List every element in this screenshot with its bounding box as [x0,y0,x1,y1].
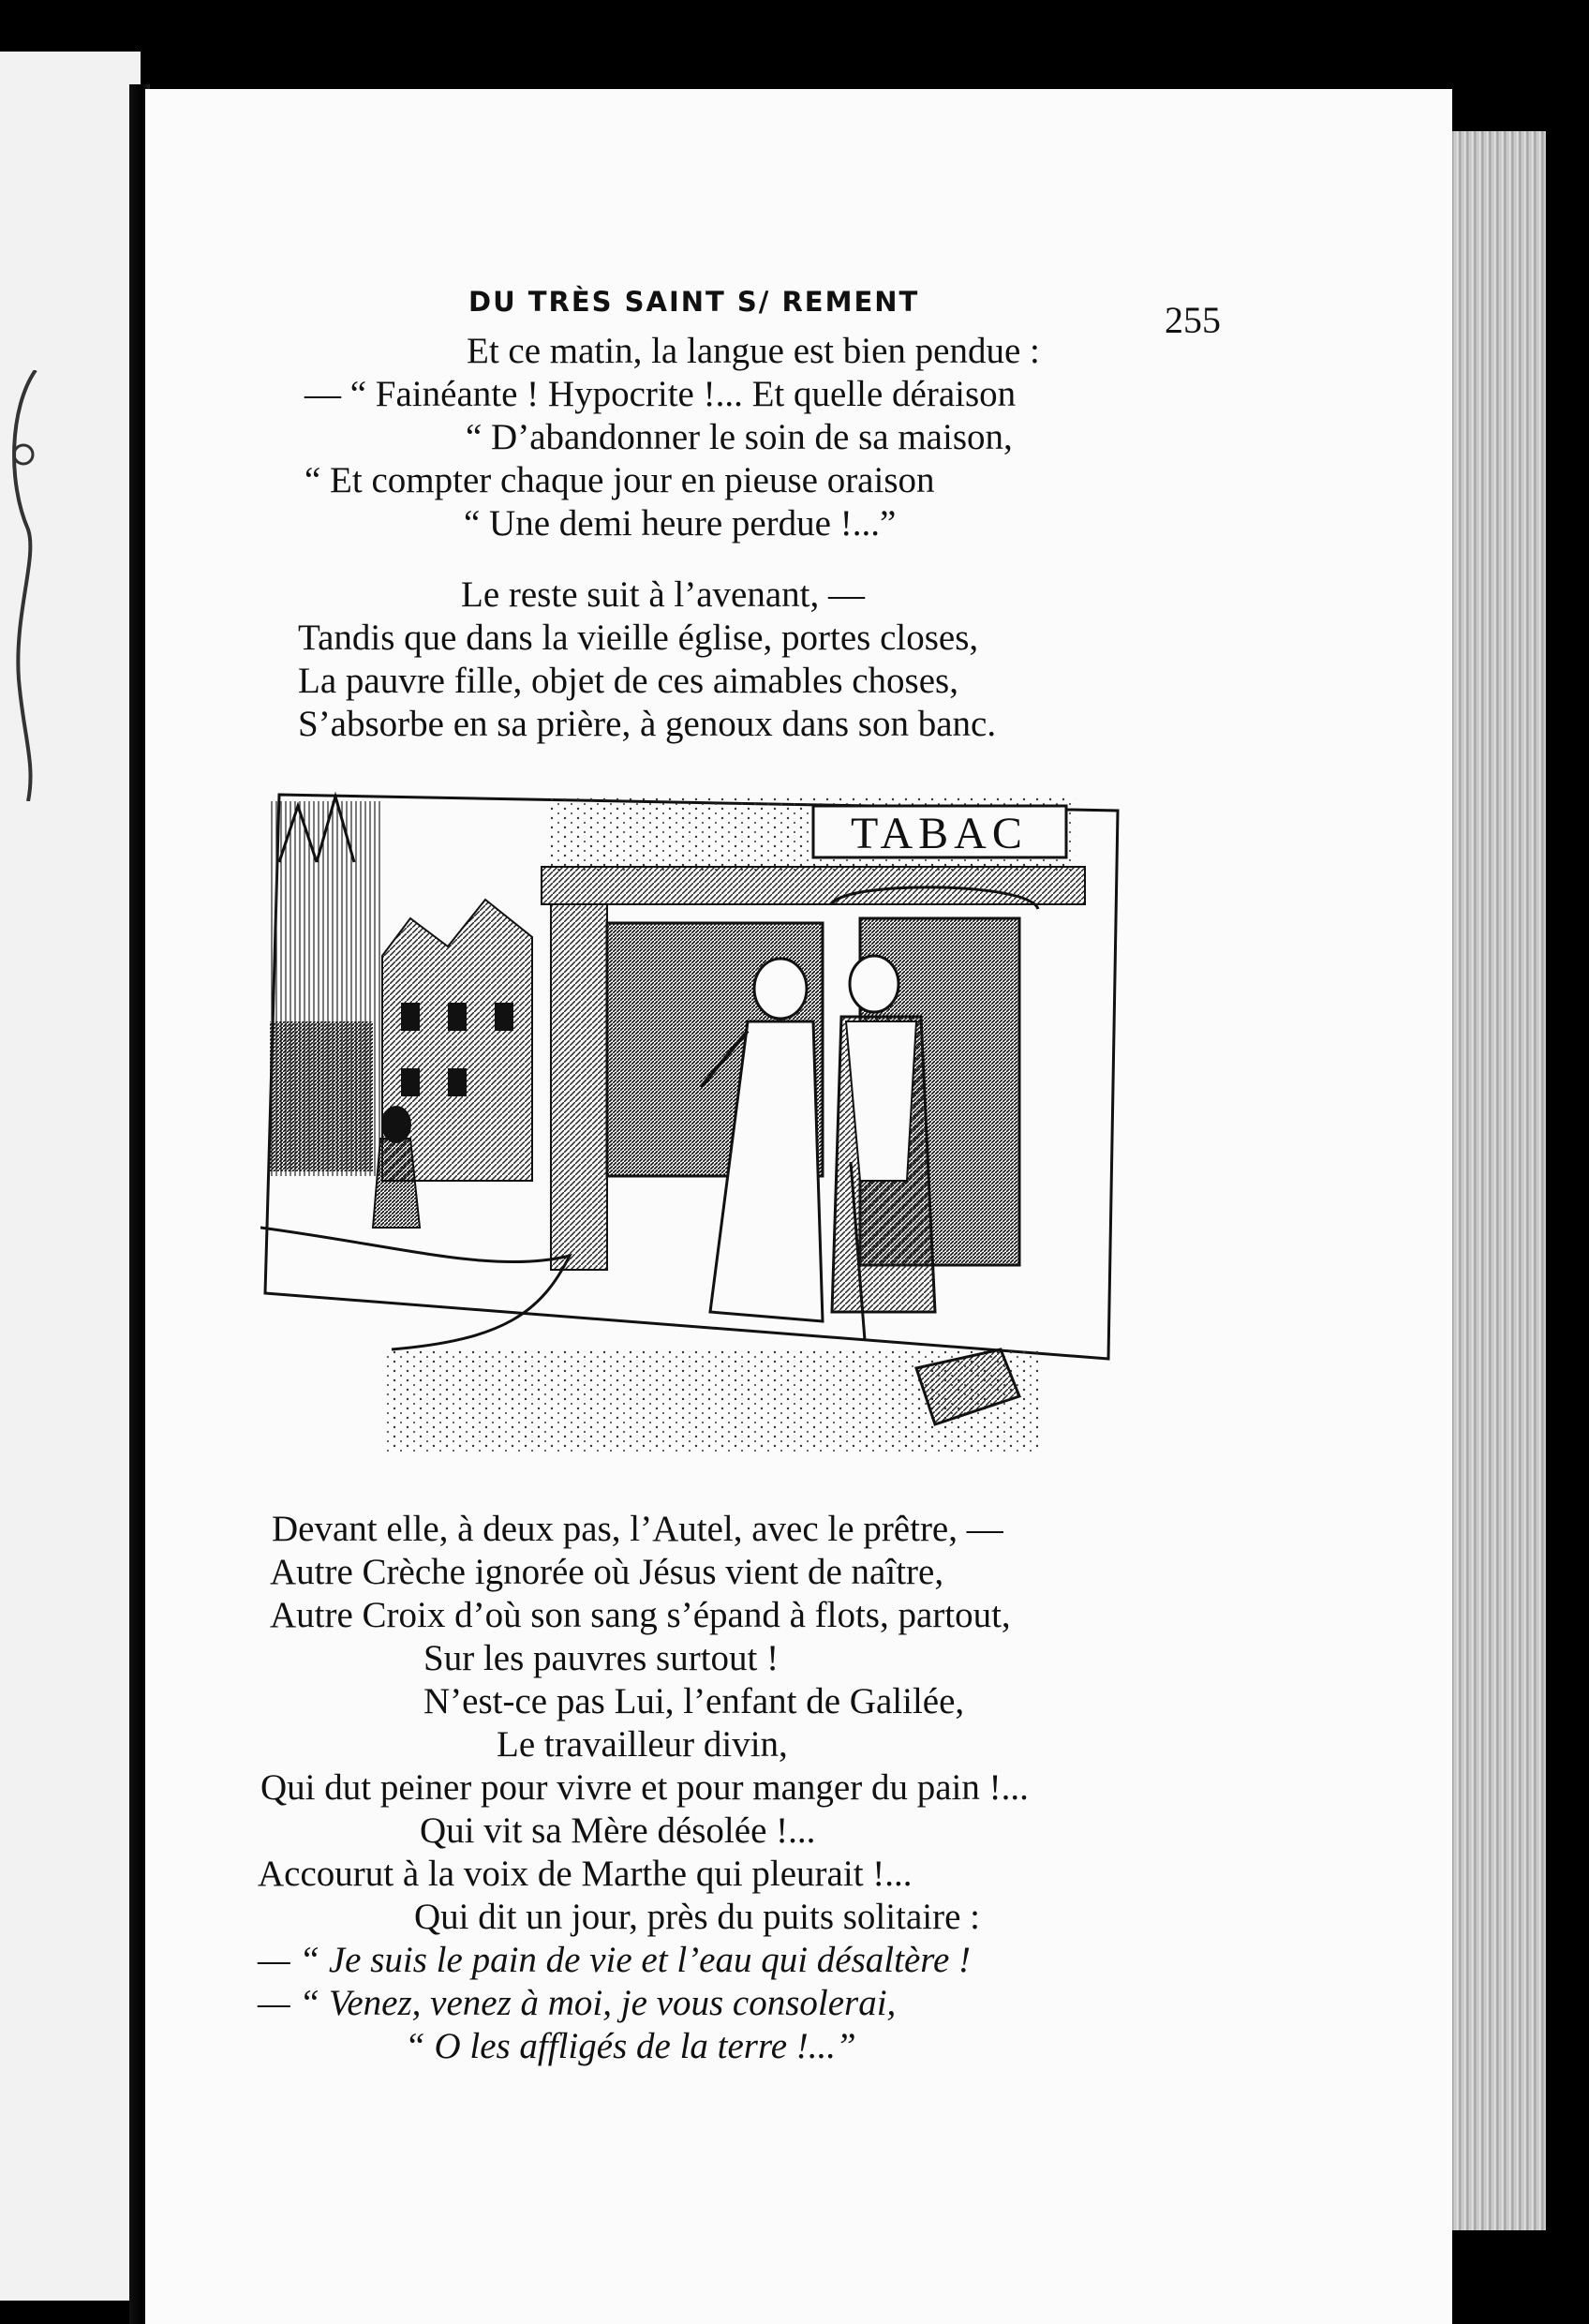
verse-line: Et ce matin, la langue est bien pendue : [467,331,1040,371]
verse-line: Sur les pauvres surtout ! [423,1638,780,1678]
verse-line: Qui vit sa Mère désolée !... [420,1810,816,1851]
tabac-sign: TABAC [851,809,1028,858]
cathedral-drawing [270,797,382,1176]
verse-line: “ O les affligés de la terre !...” [405,2026,856,2066]
verse-line: — “ Venez, venez à moi, je vous consolerai, [258,1983,897,2023]
verse-line: N’est-ce pas Lui, l’enfant de Galilée, [423,1681,965,1721]
verse-line: Autre Croix d’où son sang s’épand à flots, partout, [270,1595,1011,1635]
verse-line: Qui dit un jour, près du puits solitaire : [414,1897,980,1937]
verse-line: Devant elle, à deux pas, l’Autel, avec le prêtre, — [272,1509,1003,1549]
verse-line: Autre Crèche ignorée où Jésus vient de naître, [270,1552,944,1592]
running-title: DU TRÈS SAINT S/ REMENT [468,286,920,318]
engraving-illustration [260,787,1122,1467]
verse-line: Qui dut peiner pour vivre et pour manger du pain !... [260,1767,1029,1808]
verse-line: La pauvre fille, objet de ces aimables choses, [298,661,958,701]
left-page-edge [0,52,141,2301]
verse-line: Le travailleur divin, [497,1724,788,1765]
verse-line: “ Une demi heure perdue !...” [464,503,897,544]
page-number: 255 [1165,299,1221,341]
verse-line: “ Et compter chaque jour en pieuse oraison [304,460,935,500]
verse-line: Tandis que dans la vieille église, portes closes, [298,618,979,658]
left-page-ornament [0,370,37,801]
verse-line: S’absorbe en sa prière, à genoux dans son banc. [298,704,997,744]
page-stack-edges [1448,131,1546,2230]
verse-line: — “ Je suis le pain de vie et l’eau qui désaltère ! [258,1940,972,1980]
street-scene-drawing [260,787,1122,1467]
verse-line: Accourut à la voix de Marthe qui pleurait !... [258,1854,913,1894]
verse-line: “ D’abandonner le soin de sa maison, [466,417,1013,457]
verse-line: Le reste suit à l’avenant, — [461,574,865,615]
verse-line: — “ Fainéante ! Hypocrite !... Et quelle déraison [304,374,1017,414]
